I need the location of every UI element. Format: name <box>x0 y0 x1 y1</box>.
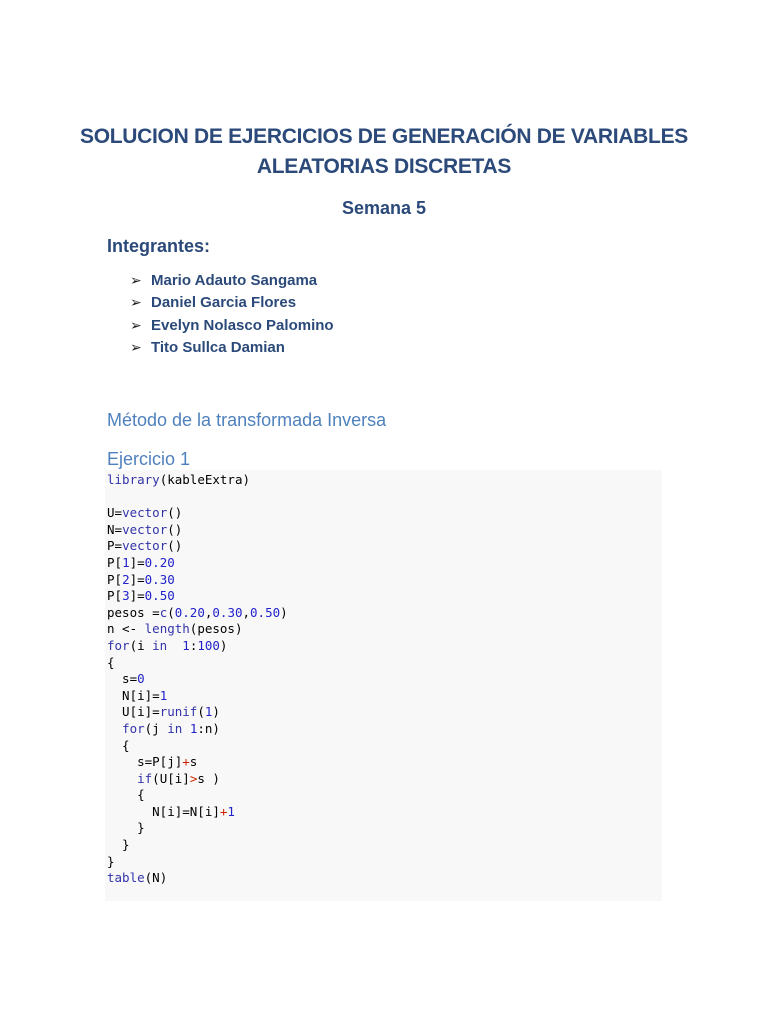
document-subtitle: Semana 5 <box>341 198 427 218</box>
code-token: for <box>122 720 145 736</box>
code-line <box>107 588 662 605</box>
code-line <box>107 787 662 804</box>
code-token: 1 <box>227 803 235 819</box>
code-token: N[i]= <box>107 687 160 703</box>
code-token: + <box>182 754 190 770</box>
code-line <box>107 854 662 871</box>
code-token: U[i]= <box>107 704 160 720</box>
code-token: 0.30 <box>212 604 243 620</box>
code-token: : <box>189 637 198 653</box>
member-name: Evelyn Nolasco Palomino <box>151 316 334 334</box>
code-token: } <box>107 853 115 869</box>
code-line <box>107 754 662 771</box>
code-token: 1 <box>122 554 130 570</box>
code-token: (i <box>129 637 153 653</box>
code-token: P[ <box>107 588 123 604</box>
code-token <box>107 721 122 736</box>
code-token: P= <box>107 538 123 554</box>
code-line <box>107 704 662 721</box>
code-token: length <box>144 621 190 637</box>
code-token: () <box>167 521 183 537</box>
title-line-2: ALEATORIAS DISCRETAS <box>256 155 512 178</box>
code-token: () <box>167 505 183 521</box>
code-token: 3 <box>122 588 130 604</box>
code-token: 1 <box>182 637 190 653</box>
code-token: ) <box>212 704 220 720</box>
list-item <box>130 292 334 315</box>
code-line <box>107 804 662 821</box>
code-token: () <box>167 538 183 554</box>
code-token: + <box>219 803 228 819</box>
code-token: s <box>189 754 198 770</box>
code-token: ( <box>197 704 205 720</box>
arrow-bullet-icon: ➢ <box>130 316 142 333</box>
code-token: 0.20 <box>144 554 175 570</box>
code-token <box>182 721 190 736</box>
code-token: table <box>107 870 145 886</box>
code-token: { <box>107 654 115 670</box>
member-name: Daniel Garcia Flores <box>151 294 297 312</box>
code-line <box>107 671 662 688</box>
code-token: N[i]=N[i] <box>107 803 220 819</box>
code-line <box>107 820 662 837</box>
code-line <box>107 605 662 622</box>
code-token: s=P[j] <box>107 754 183 770</box>
code-token: (pesos) <box>189 621 243 637</box>
code-token: (kableExtra) <box>159 472 250 487</box>
code-token: U= <box>107 505 123 521</box>
arrow-bullet-icon: ➢ <box>130 339 142 356</box>
code-token: in <box>167 720 183 736</box>
code-token: P[ <box>107 571 123 587</box>
code-token: ) <box>219 637 228 653</box>
code-token: 0.50 <box>250 604 281 620</box>
code-token: pesos = <box>107 604 160 620</box>
code-token: c <box>159 604 168 620</box>
document-title <box>60 122 708 182</box>
code-token: in <box>152 637 168 653</box>
code-token: if <box>137 770 153 786</box>
code-token: runif <box>159 704 198 720</box>
code-token: :n) <box>197 720 220 736</box>
code-token: ]= <box>129 571 145 587</box>
code-token: 0.50 <box>144 588 175 604</box>
code-token: { <box>107 787 145 803</box>
code-token: { <box>107 737 130 753</box>
code-line <box>107 738 662 755</box>
code-token: 0 <box>137 671 145 687</box>
code-block <box>105 470 662 901</box>
code-token: > <box>189 770 198 786</box>
code-token: vector <box>122 505 168 521</box>
code-token: ]= <box>129 588 145 604</box>
code-line <box>107 572 662 589</box>
code-line <box>107 721 662 738</box>
code-line <box>107 555 662 572</box>
arrow-bullet-icon: ➢ <box>130 271 142 288</box>
list-item <box>130 337 334 360</box>
code-token: 2 <box>122 571 130 587</box>
member-name: Tito Sullca Damian <box>151 339 285 357</box>
code-line <box>107 505 662 522</box>
code-token: (N) <box>144 870 168 886</box>
code-token: ]= <box>129 554 145 570</box>
member-name: Mario Adauto Sangama <box>151 271 318 289</box>
code-token: for <box>107 637 130 653</box>
code-line <box>107 522 662 539</box>
method-heading: Método de la transformada Inversa <box>107 410 387 430</box>
code-token: 1 <box>189 720 198 736</box>
code-token: N= <box>107 521 123 537</box>
code-token: (U[i] <box>152 770 190 786</box>
code-line <box>107 621 662 638</box>
members-list <box>130 269 334 359</box>
code-line <box>107 472 662 489</box>
code-line <box>107 771 662 788</box>
code-line <box>107 870 662 887</box>
code-token: 0.30 <box>144 571 175 587</box>
code-token: } <box>107 837 130 853</box>
code-token: library <box>107 472 160 487</box>
code-token: vector <box>122 538 168 554</box>
code-token: ( <box>167 604 175 620</box>
code-line <box>107 837 662 854</box>
list-item <box>130 314 334 337</box>
code-token: 100 <box>197 637 220 653</box>
code-token <box>167 638 182 653</box>
code-line <box>107 655 662 672</box>
code-token: , <box>204 604 213 620</box>
code-token: s= <box>107 671 138 687</box>
list-item <box>130 269 334 292</box>
code-token: s ) <box>197 770 220 786</box>
code-token: 0.20 <box>174 604 205 620</box>
code-line <box>107 638 662 655</box>
title-line-1: SOLUCION DE EJERCICIOS DE GENERACIÓN DE VARIABLES <box>80 125 688 148</box>
code-token: ) <box>280 604 288 620</box>
code-line <box>107 688 662 705</box>
code-token: (j <box>144 720 168 736</box>
code-token <box>107 771 137 786</box>
code-token: , <box>242 604 251 620</box>
code-token: n <- <box>107 621 145 637</box>
exercise-heading: Ejercicio 1 <box>107 449 191 469</box>
code-token: 1 <box>204 704 213 720</box>
members-label: Integrantes: <box>107 236 211 256</box>
arrow-bullet-icon: ➢ <box>130 294 142 311</box>
code-line <box>107 538 662 555</box>
code-token: 1 <box>159 687 168 703</box>
code-token: P[ <box>107 554 123 570</box>
code-token: vector <box>122 521 168 537</box>
code-token: } <box>107 820 145 836</box>
code-line <box>107 489 662 506</box>
